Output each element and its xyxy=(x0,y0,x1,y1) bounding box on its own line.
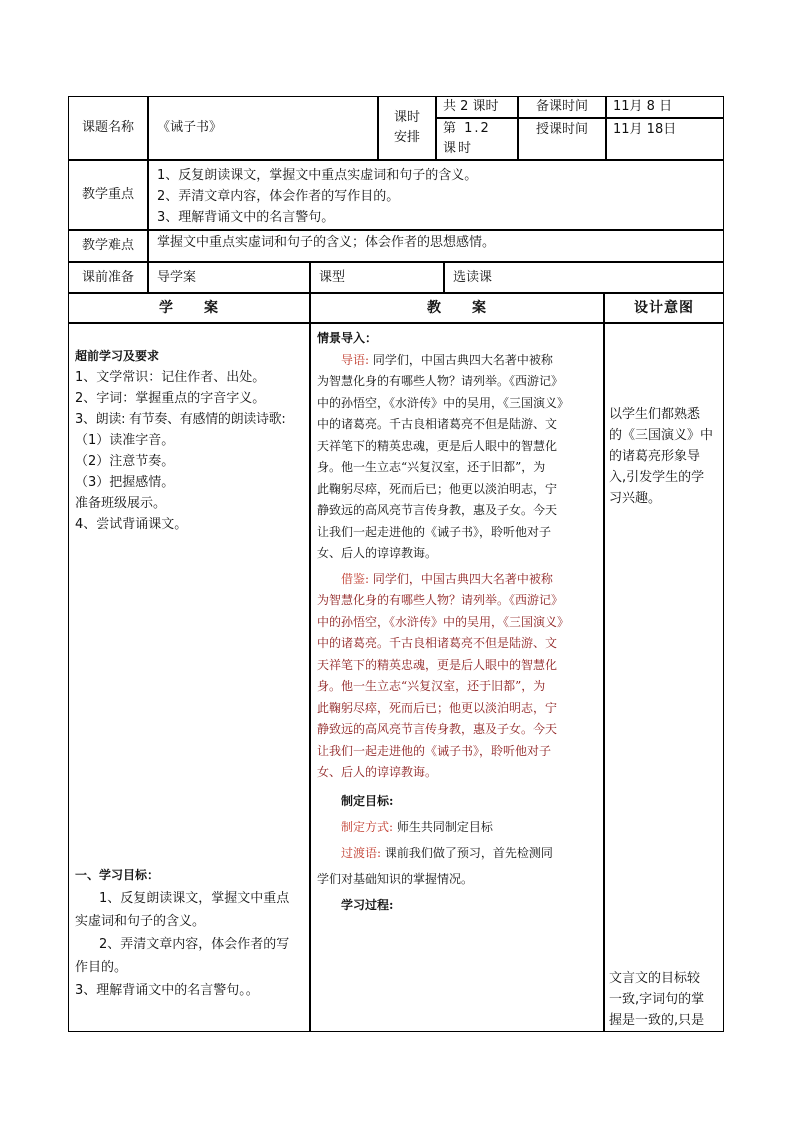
pre-study-item: 准备班级展示。 xyxy=(75,496,167,511)
difficulties-label: 教学难点 xyxy=(68,230,148,262)
intro-line: 天祥笔下的精英忠魂，更是后人眼中的智慧化 xyxy=(317,438,558,453)
transition-text: 课前我们做了预习，首先检测同 xyxy=(381,845,553,860)
borrow-line: 中的孙悟空，《水浒传》中的吴用，《三国演义》 xyxy=(317,614,570,629)
key-point-item: 1、反复朗读课文，掌握文中重点实虚词和句子的含义。 xyxy=(157,168,478,183)
difficulties-text: 掌握文中重点实虚词和句子的含义；体会作者的思想感情。 xyxy=(148,230,724,262)
borrow-line: 女、后人的谆谆教诲。 xyxy=(317,765,438,779)
intro-lead: 导语: xyxy=(341,352,370,367)
borrow-line: 让我们一起走进他的《诫子书》，聆听他对子 xyxy=(317,743,552,758)
design-note-line: 习兴趣。 xyxy=(609,491,662,506)
xuean-header: 学 案 xyxy=(68,293,310,323)
learning-goal-line: 实虚词和句子的含义。 xyxy=(75,914,206,929)
process-heading: 学习过程: xyxy=(341,897,394,912)
jiaoan-header: 教 案 xyxy=(310,293,604,323)
borrow-line: 此鞠躬尽瘁，死而后已；他更以淡泊明志，宁 xyxy=(317,700,558,715)
goal-heading: 制定目标: xyxy=(341,793,394,808)
design-note-line: 文言文的目标较 xyxy=(609,971,701,986)
intro-line: 此鞠躬尽瘁，死而后已；他更以淡泊明志，宁 xyxy=(317,481,558,496)
borrow-line: 为智慧化身的有哪些人物？请列举。《西游记》 xyxy=(317,593,564,607)
title-value: 《诫子书》 xyxy=(148,96,378,160)
intro-line: 中的孙悟空，《水浒传》中的吴用，《三国演义》 xyxy=(317,395,570,410)
learning-goals xyxy=(75,864,303,1002)
design-note-line: 入,引发学生的学 xyxy=(609,470,705,485)
key-points-label: 教学重点 xyxy=(68,160,148,230)
learning-goals-title: 一、学习目标： xyxy=(75,868,160,882)
schedule-label: 课时安排 xyxy=(378,96,436,160)
borrow-paragraph: 借鉴: 同学们，中国古典四大名著中被称 为智慧化身的有哪些人物？请列举。《西游记》 中的孙悟空，《水浒传》中的吴用，《三国演义》 中的诸葛亮。千古良相诸葛亮不但是陆游、文 天祥笔下的精英忠魂，更是后人眼中的智慧化 身。他一生立志“兴复汉室，还于旧都”，为 此鞠躬尽瘁，死而后已；他更以淡泊明志，宁 静致远的高风亮节言传身教，惠及子女。今天 让我们一起走进他的《诫子书》，聆听他对子 女、后人的谆谆教诲。 xyxy=(317,569,597,784)
xuean-column xyxy=(68,323,310,1032)
lesson-plan-table xyxy=(68,96,724,1032)
design-note-goals xyxy=(609,968,721,1031)
design-column xyxy=(604,323,724,1032)
borrow-line: 身。他一生立志“兴复汉室，还于旧都”，为 xyxy=(317,679,546,693)
title-label: 课题名称 xyxy=(68,96,148,160)
borrow-line: 中的诸葛亮。千古良相诸葛亮不但是陆游、文 xyxy=(317,636,558,650)
pre-study-item: 3、朗读: 有节奏、有感情的朗读诗歌: xyxy=(75,412,286,427)
intro-line: 中的诸葛亮。千古良相诸葛亮不但是陆游、文 xyxy=(317,417,558,431)
pre-study-item: 4、尝试背诵课文。 xyxy=(75,517,188,532)
design-header: 设计意图 xyxy=(604,293,724,323)
borrow-lead: 借鉴: xyxy=(341,571,370,586)
pre-study-item: 1、文学常识：记住作者、出处。 xyxy=(75,370,266,385)
learning-goal-line: 3、理解背诵文中的名言警句。。 xyxy=(75,983,259,998)
teach-date: 11月 18日 xyxy=(606,118,724,160)
pre-study-item: （1）读准字音。 xyxy=(75,433,175,448)
borrow-line: 天祥笔下的精英忠魂，更是后人眼中的智慧化 xyxy=(317,657,558,672)
design-note-intro xyxy=(609,404,721,509)
pre-study-item: 2、字词：掌握重点的字音字义。 xyxy=(75,391,266,406)
design-note-line: 的《三国演义》中 xyxy=(609,428,714,443)
intro-line: 为智慧化身的有哪些人物？请列举。《西游记》 xyxy=(317,374,564,388)
prep-time-label: 备课时间 xyxy=(518,96,606,118)
borrow-line: 静致远的高风亮节言传身教，惠及子女。今天 xyxy=(317,722,558,736)
method-text: 师生共同制定目标 xyxy=(393,819,493,834)
intro-line: 女、后人的谆谆教诲。 xyxy=(317,546,438,560)
pre-study-item: （2）注意节奏。 xyxy=(75,454,175,469)
total-hours: 共 2 课时 xyxy=(436,96,518,118)
key-point-item: 3、理解背诵文中的名言警句。 xyxy=(157,210,335,225)
learning-goal-line: 1、反复朗读课文，掌握文中重点 xyxy=(99,891,290,906)
intro-line: 让我们一起走进他的《诫子书》，聆听他对子 xyxy=(317,524,552,539)
design-note-line: 的诸葛亮形象导 xyxy=(609,449,701,464)
lesson-number: 第 1.2 课时 xyxy=(436,118,518,160)
pre-study-title: 超前学习及要求 xyxy=(75,349,160,363)
lesson-type-value: 选读课 xyxy=(444,262,724,293)
teach-time-label: 授课时间 xyxy=(518,118,606,160)
intro-line: 静致远的高风亮节言传身教，惠及子女。今天 xyxy=(317,503,558,517)
prep-label: 课前准备 xyxy=(68,262,148,293)
jiaoan-column xyxy=(310,323,604,1032)
lesson-type-label: 课型 xyxy=(310,262,444,293)
key-points-list xyxy=(148,160,724,230)
transition-text: 学们对基础知识的掌握情况。 xyxy=(317,871,474,886)
pre-study-item: （3）把握感情。 xyxy=(75,475,175,490)
key-point-item: 2、弄清文章内容，体会作者的写作目的。 xyxy=(157,189,400,204)
intro-paragraph: 导语: 同学们，中国古典四大名著中被称 为智慧化身的有哪些人物？请列举。《西游记》 中的孙悟空，《水浒传》中的吴用，《三国演义》 中的诸葛亮。千古良相诸葛亮不但是陆游、文 天祥笔下的精英忠魂，更是后人眼中的智慧化 身。他一生立志“兴复汉室，还于旧都”，为 此鞠躬尽瘁，死而后已；他更以淡泊明志，宁 静致远的高风亮节言传身教，惠及子女。今天 让我们一起走进他的《诫子书》，聆听他对子 女、后人的谆谆教诲。 xyxy=(317,350,597,565)
transition-label: 过渡语: xyxy=(341,845,382,860)
design-note-line: 握是一致的,只是 xyxy=(609,1013,705,1028)
design-note-line: 以学生们都熟悉 xyxy=(609,407,701,422)
design-note-line: 一致,字词句的掌 xyxy=(609,992,705,1007)
learning-goal-line: 作目的。 xyxy=(75,960,128,975)
method-label: 制定方式: xyxy=(341,819,394,834)
prep-date: 11月 8 日 xyxy=(606,96,724,118)
prep-value: 导学案 xyxy=(148,262,310,293)
intro-title: 情景导入： xyxy=(317,331,378,345)
goal-setting xyxy=(317,788,597,918)
intro-line: 身。他一生立志“兴复汉室，还于旧都”，为 xyxy=(317,460,546,474)
learning-goal-line: 2、弄清文章内容，体会作者的写 xyxy=(99,937,290,952)
